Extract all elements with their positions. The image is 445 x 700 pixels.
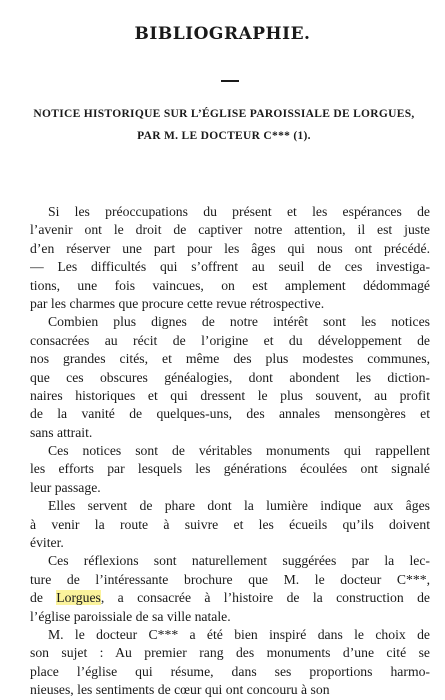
text-line: à venir la route à suivre et les écueils qu’ils doivent bbox=[30, 516, 430, 532]
text-line: nieuses, les sentiments de cœur qui ont concouru à son bbox=[30, 682, 330, 698]
text-line: Ces réflexions sont naturellement suggérées par la lec- bbox=[48, 553, 430, 569]
text-line: l’avenir ont le droit de captiver notre attention, il est juste bbox=[30, 222, 430, 238]
text-line: Si les préoccupations du présent et les espérances de bbox=[48, 204, 430, 219]
text-line: Combien plus dignes de notre intérêt sont les notices bbox=[48, 314, 430, 330]
text-line: tions, une fois vaincues, on est amplement dédommagé bbox=[30, 277, 430, 293]
text-line: son sujet : Au premier rang des monuments d’une cité se bbox=[30, 645, 430, 661]
text-line: leur passage. bbox=[30, 479, 101, 495]
text-line: ture de l’intéressante brochure que M. le docteur C***, bbox=[30, 571, 430, 587]
highlighted-word: Lorgues bbox=[56, 590, 101, 606]
text-line: de la vanité de quelques-uns, des annales mensongères et bbox=[30, 406, 430, 422]
text-line: de Lorgues, a consacrée à l’histoire de la construction de bbox=[30, 590, 430, 606]
paragraph bbox=[30, 203, 430, 313]
text-line: — Les difficultés qui s’offrent au seuil de ces investiga- bbox=[30, 259, 430, 275]
text-line: éviter. bbox=[30, 535, 64, 551]
section-title: BIBLIOGRAPHIE. bbox=[134, 24, 311, 44]
paragraph bbox=[30, 552, 430, 626]
body-text bbox=[30, 203, 430, 700]
text-line: place l’église qui résume, dans ses proportions harmo- bbox=[30, 663, 430, 679]
text-line: l’église paroissiale de sa ville natale. bbox=[30, 608, 231, 624]
paragraph bbox=[30, 442, 430, 497]
notice-title-line-2: PAR M. LE DOCTEUR C*** (1). bbox=[137, 130, 311, 142]
text-line: nos grandes cités, et même des plus modestes communes, bbox=[30, 351, 430, 367]
text-line: Ces notices sont de véritables monuments qui rappellent bbox=[48, 443, 430, 459]
paragraph bbox=[30, 313, 430, 442]
text-line: sans attrait. bbox=[30, 424, 93, 440]
paragraph bbox=[30, 626, 430, 700]
text-line: M. le docteur C*** a été bien inspiré dans le choix de bbox=[48, 626, 430, 642]
text-line: par les charmes que procure cette revue rétrospective. bbox=[30, 295, 325, 311]
text-line: Elles servent de phare dont la lumière indique aux âges bbox=[48, 498, 430, 514]
text-line: naires historiques et qui dressent le plus souvent, au profit bbox=[30, 387, 430, 403]
text-line: les efforts par lesquels les générations écoulées ont signalé bbox=[30, 461, 430, 477]
text-line: consacrées au récit de l’origine et du développement de bbox=[30, 332, 430, 348]
text-line: que ces obscures généalogies, dont abondent les diction- bbox=[30, 369, 430, 385]
title-rule bbox=[221, 80, 239, 82]
text-line: d’en réserver une part pour les âges qui nous ont précédé. bbox=[30, 240, 430, 256]
notice-title-line-1: NOTICE HISTORIQUE SUR L’ÉGLISE PAROISSIALE DE LORGUES, bbox=[33, 108, 415, 120]
paragraph bbox=[30, 497, 430, 552]
